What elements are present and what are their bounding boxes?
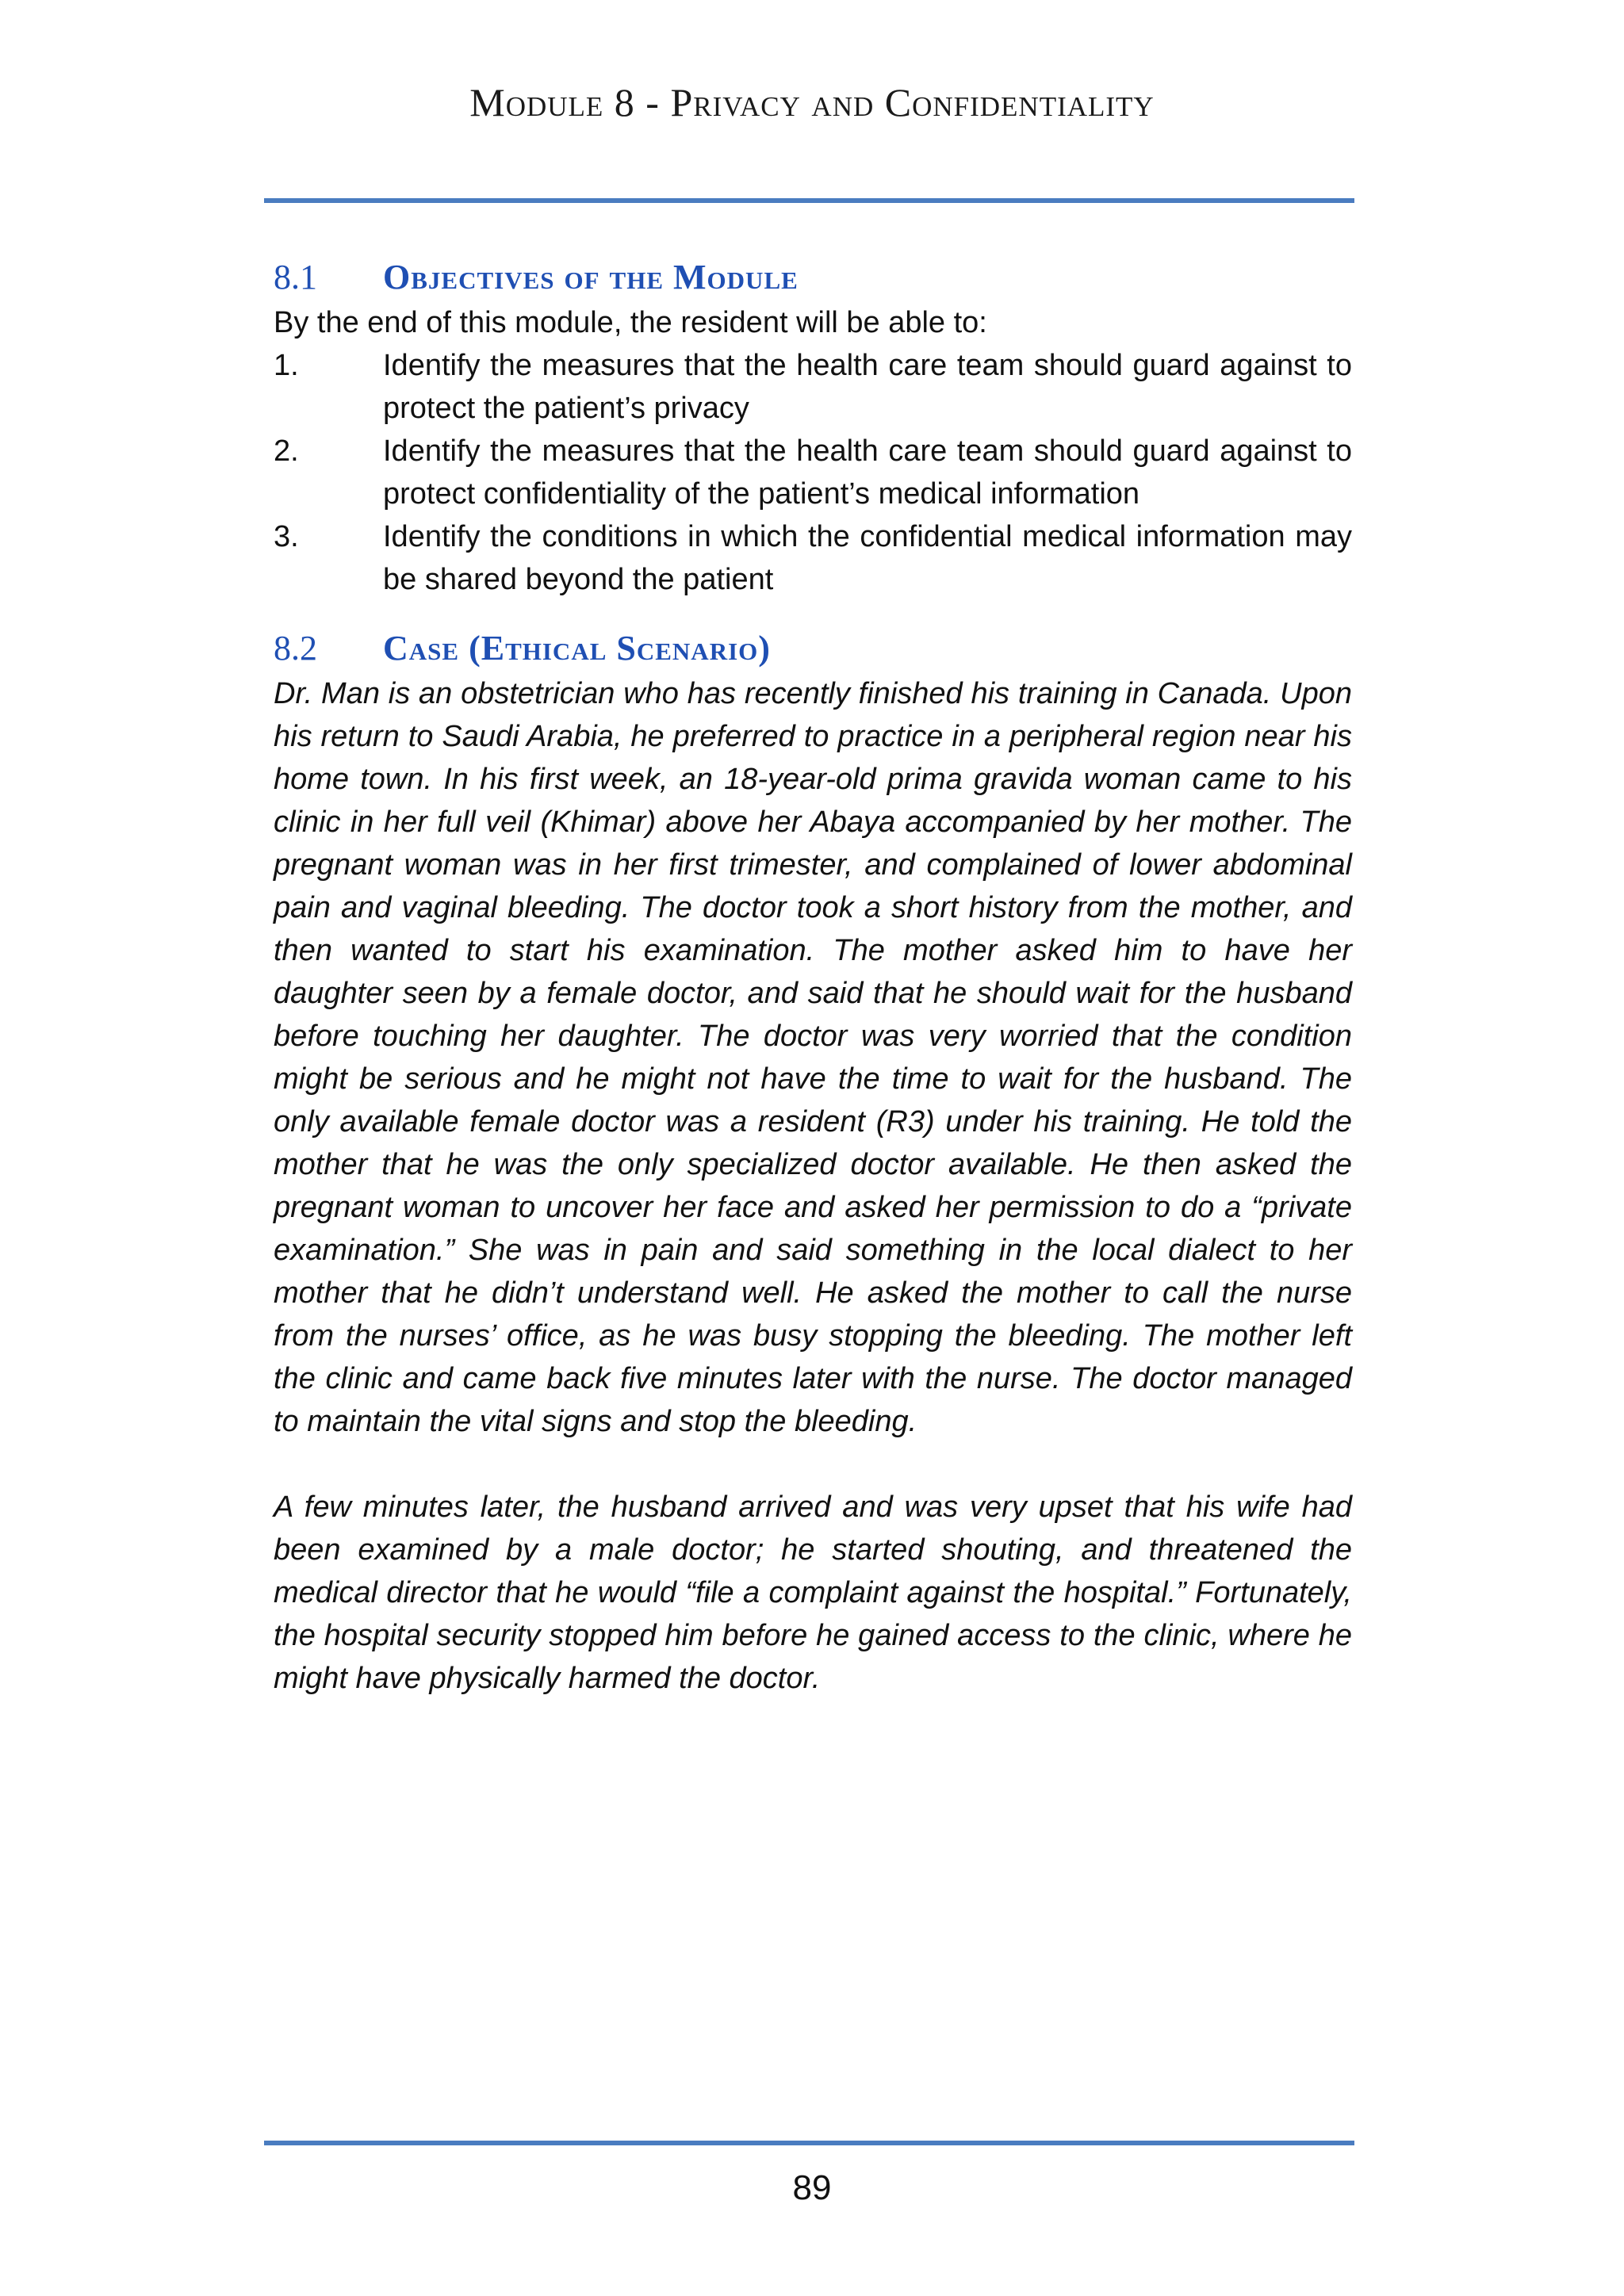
objectives-list bbox=[274, 344, 1352, 601]
section-heading-case bbox=[274, 625, 1352, 672]
objective-item bbox=[274, 430, 1352, 515]
section-title: Case (Ethical Scenario) bbox=[383, 629, 771, 668]
objective-marker: 2. bbox=[274, 434, 299, 468]
running-header: Module 8 - Privacy and Confidentiality bbox=[469, 80, 1155, 124]
objective-marker: 1. bbox=[274, 349, 299, 382]
section-number: 8.2 bbox=[274, 629, 317, 668]
objective-item bbox=[274, 515, 1352, 601]
header-divider bbox=[264, 198, 1354, 203]
objectives-intro: By the end of this module, the resident will be able to: bbox=[274, 306, 987, 339]
footer-divider bbox=[264, 2141, 1354, 2145]
section-number: 8.1 bbox=[274, 258, 317, 297]
section-title: Objectives of the Module bbox=[383, 258, 799, 297]
objective-text: Identify the conditions in which the confidential medical information may be shared beyond the patient bbox=[383, 520, 1352, 596]
objective-text: Identify the measures that the health care team should guard against to protect the patient’s privacy bbox=[383, 349, 1352, 425]
objective-marker: 3. bbox=[274, 520, 299, 553]
section-heading-objectives bbox=[274, 254, 1352, 301]
case-paragraph: Dr. Man is an obstetrician who has recently finished his training in Canada. Upon his return to Saudi Arabia, he preferred to practice in a peripheral region near his home town. In his first week, an 18-year-old prima gravida woman came to his clinic in her full veil (Khimar) above her Abaya accompanied by her mother. The pregnant woman was in her first trimester, and complained of lower abdominal pain and vaginal bleeding. The doctor took a short history from the mother, and then wanted to start his examination. The mother asked him to have her daughter seen by a female doctor, and said that he should wait for the husband before touching her daughter. The doctor was very worried that the condition might be serious and he might not have the time to wait for the husband. The only available female doctor was a resident (R3) under his training. He told the mother that he was the only specialized doctor available. He then asked the pregnant woman to uncover her face and asked her permission to do a “private examination.” She was in pain and said something in the local dialect to her mother that he didn’t understand well. He asked the mother to call the nurse from the nurses’ office, as he was busy stopping the bleeding. The mother left the clinic and came back five minutes later with the nurse. The doctor managed to maintain the vital signs and stop the bleeding. bbox=[274, 677, 1352, 1438]
objective-item bbox=[274, 344, 1352, 430]
objective-text: Identify the measures that the health care team should guard against to protect confidentiality of the patient’s medical information bbox=[383, 434, 1352, 511]
case-paragraph: A few minutes later, the husband arrived and was very upset that his wife had been examined by a male doctor; he started shouting, and threatened the medical director that he would “file a complaint against the hospital.” Fortunately, the hospital security stopped him before he gained access to the clinic, where he might have physically harmed the doctor. bbox=[274, 1490, 1352, 1695]
page-content bbox=[274, 254, 1352, 1700]
page-number: 89 bbox=[792, 2168, 832, 2207]
